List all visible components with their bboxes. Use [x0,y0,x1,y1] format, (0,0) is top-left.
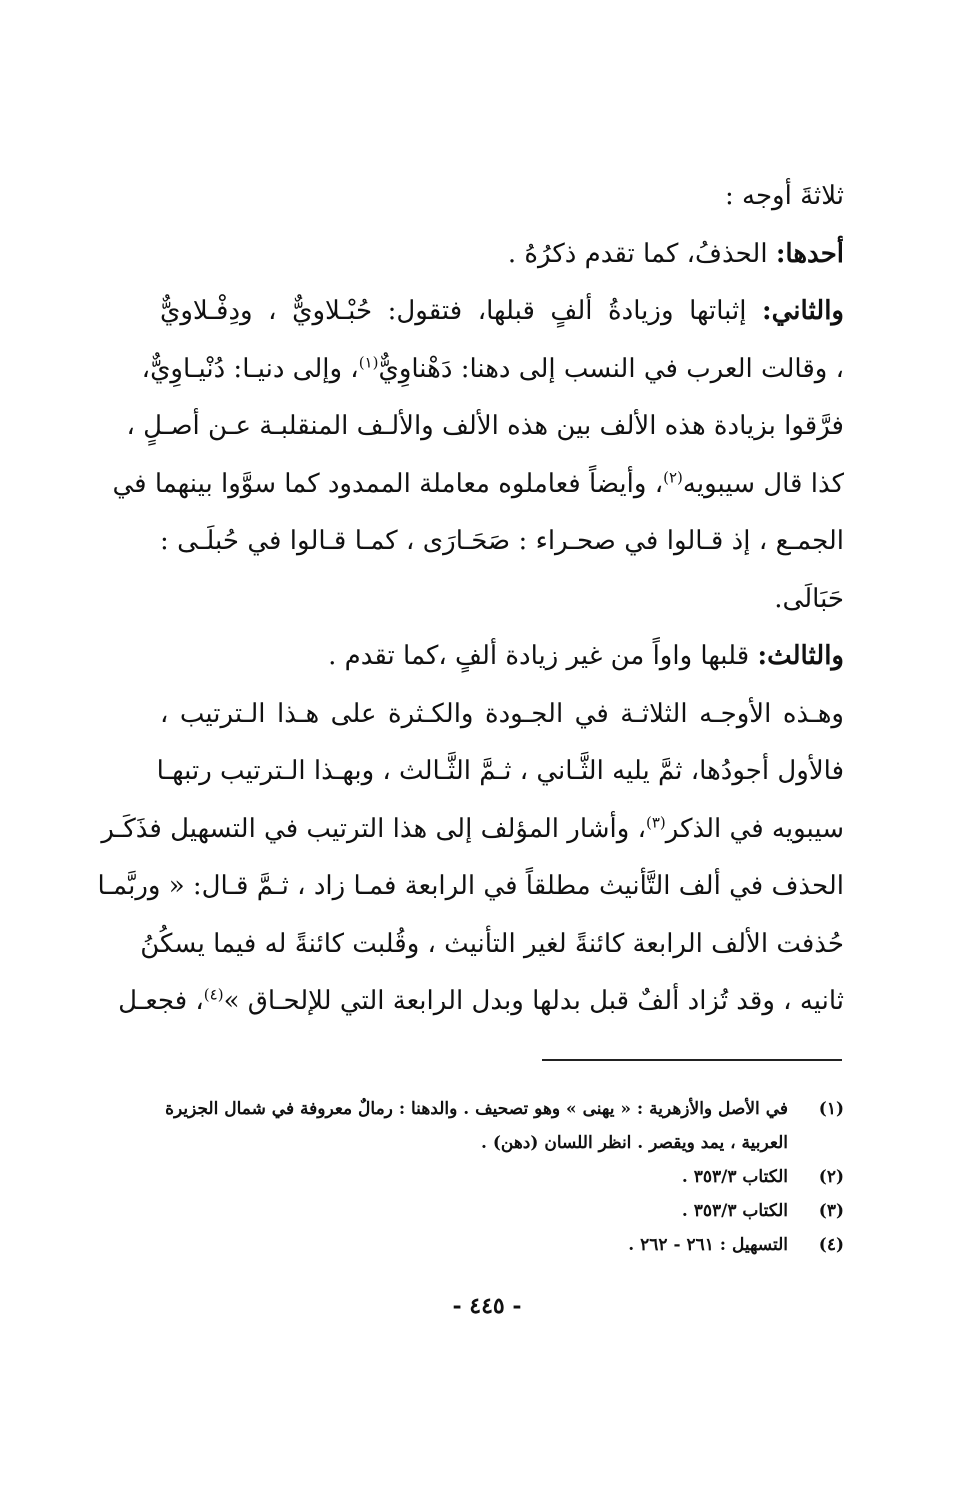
text-line [160,168,844,226]
main-text [97,168,844,1031]
text-line [160,571,844,629]
line-text: وهـذه الأوجـه الثلاثـة في الجـودة والكـثرة على هـذا الـترتيب ، [160,698,844,729]
line-text: حُذفت الألف الرابعة كائنةً لغير التأنيث ، وقُلبت كائنةً له فيما يسكُنُ [140,928,844,959]
footnote-ref[interactable]: (٣) [645,812,666,831]
line-text: ثلاثةَ أوجه : [724,181,844,211]
footnote-ref[interactable]: (٢) [663,467,683,486]
text-line [156,743,844,801]
line-text: قلبها واواً من غير زيادة ألفٍ ،كما تقدم . [328,641,758,671]
footnote-number: (٣) [818,1201,844,1221]
line-text: الحذف في ألف التَّأنيث مطلقاً في الرابعة فمـا زاد ، ثـمَّ قـال: « وربَّمـا [97,871,844,901]
line-text: ، وأشار المؤلف إلى هذا الترتيب في التسهيل فذَكَـر [101,813,646,844]
footnote-number: (٤) [818,1235,844,1255]
footnote-text: التسهيل : ٢٦١ - ٢٦٢ . [628,1235,788,1255]
text-line [141,341,844,399]
text-line [118,973,844,1031]
footnote-number: (٢) [818,1167,844,1187]
term-label: والثاني: [762,296,844,326]
line-text: حَبَالَى. [774,583,844,614]
text-line [97,858,844,916]
page-number: - ٤٤٥ - [452,1293,522,1319]
footnote-text: الكتاب ٣٥٣/٣ . [681,1201,788,1221]
line-text: ، وأيضاً فعاملوه معاملة الممدود كما سوَّوا بينهما في [112,468,664,499]
footnote-ref[interactable]: (١) [358,352,379,371]
text-line [101,801,844,859]
line-text: فرَّقوا بزيادة هذه الألف بين هذه الألف والألـف المنقلبـة عـن أصـلٍ ، [126,411,844,441]
footnotes [160,1092,844,1262]
text-line [160,628,844,686]
term-label: أحدها: [775,238,844,269]
line-text: ، وقالت العرب في النسب إلى دهنا: دَهْناوِيٌّ [378,353,844,384]
line-text: ثانيه ، وقد تُزاد ألفٌ قبل بدلها وبدل الرابعة التي للإلحـاق » [223,986,844,1016]
footnote [160,1228,844,1262]
footnote-text: الكتاب ٣٥٣/٣ . [681,1167,788,1187]
footnote-number: (١) [818,1099,844,1119]
footnote-divider [542,1059,842,1061]
footnote [160,1194,844,1228]
text-line [160,686,844,744]
line-text: الجمـع ، إذ قـالوا في صحـراء : صَحَـارَى ، كمـا قـالوا في حُبلَـى : [160,526,844,556]
footnote [160,1092,844,1126]
line-text: ، فجعـل [118,986,204,1016]
text-line [126,398,844,456]
text-line [160,513,844,571]
line-text: الحذفُ، كما تقدم ذكرُهُ . [507,238,776,269]
footnote [160,1160,844,1194]
footnote-continuation: العربية ، يمد ويقصر . انظر اللسان (دهن) . [481,1133,788,1153]
line-text: ، وإلى دنيـا: دُنْيـاوِيٌّ، [141,353,359,384]
text-line [140,916,844,974]
text-line [160,226,844,284]
text-line [160,283,844,341]
line-text: سيبويه في الذكر [665,813,844,844]
footnote-ref[interactable]: (٤) [203,985,224,1004]
footnote-text: في الأصل والأزهرية : « يهنى » وهو تصحيف . والدهنا : رمالٌ معروفة في شمال الجزيرة [165,1099,788,1119]
line-text: كذا قال سيبويه [682,468,844,499]
term-label: والثالث: [757,641,844,671]
line-text: إثباتها وزيادةُ ألفٍ قبلها، فتقول: حُبْـلاويٌّ ، ودِفْـلاويٌّ [160,296,763,326]
line-text: فالأول أجودُها، ثمَّ يليه الثَّـاني ، ثـمَّ الثَّـالث ، وبهـذا الـترتيب رتبهـا [156,756,844,786]
text-line [112,456,844,514]
